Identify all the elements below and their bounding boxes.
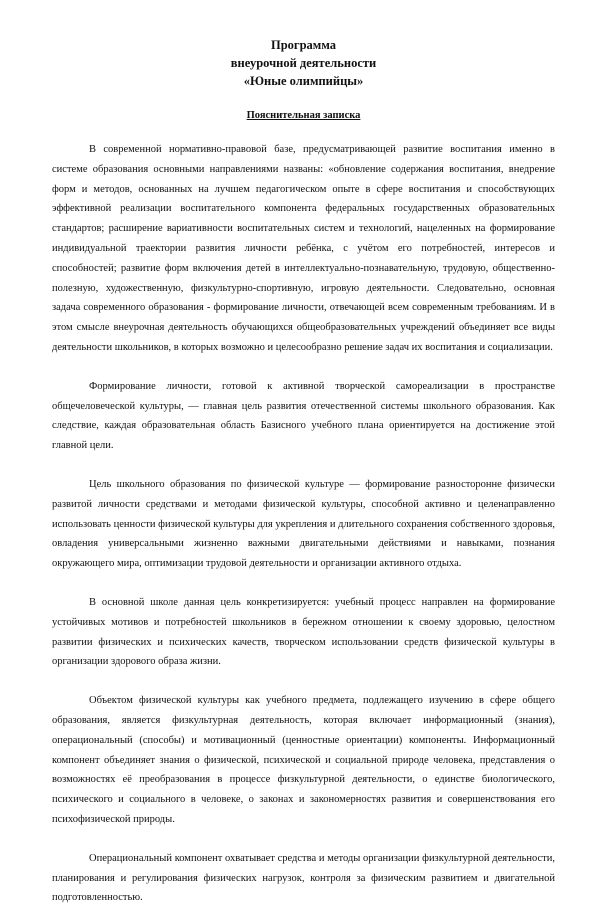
paragraph-5: Объектом физической культуры как учебного предмета, подлежащего изучению в сфере общего образования, является физкультурная деятельность, которая включает информационный (знания), операциональный (способы) и мотивационный (ценностные ориентации) компоненты. Информационный компонент объединяет знания о физической, психической и социальной природе человека, представления о возможностях её преобразования в процессе физкультурной деятельности, о единстве биологического, психического и социального в человеке, о законах и закономерностях развития и совершенствования его психофизической природы. (52, 695, 555, 825)
paragraph-gap (52, 672, 555, 691)
document-body (52, 140, 555, 908)
paragraph-4: В основной школе данная цель конкретизируется: учебный процесс направлен на формирование устойчивых мотивов и потребностей школьников в бережном отношении к своему здоровью, целостном развитии физических и психических качеств, творческом использовании средств физической культуры в организации здорового образа жизни. (52, 596, 555, 668)
title-line-activity: внеурочной деятельности (230, 56, 377, 70)
paragraph-gap (52, 830, 555, 849)
paragraph-1: В современной нормативно-правовой базе, предусматривающей развитие воспитания именно в системе образования основными направлениями названы: «обновление содержания воспитания, внедрение форм и методов, основанных на лучшем педагогическом опыте в сфере воспитания и способствующих эффективной реализации воспитательного компонента федеральных государственных образовательных стандартов; расширение вариативности воспитательных систем и технологий, нацеленных на формирование индивидуальной траектории развития личности ребёнка, с учётом его потребностей, интересов и способностей; развитие форм включения детей в интеллектуально-познавательную, трудовую, общественно-полезную, художественную, физкультурно-спортивную, игровую деятельности. Следовательно, основная задача современного образования - формирование личности, отвечающей всем современным требованиям. И в этом смысле внеурочная деятельность обучающихся общеобразовательных учреждений объединяет все виды деятельности школьников, в которых возможно и целесообразно решение задач их воспитания и социализации. (52, 144, 555, 353)
paragraph-3: Цель школьного образования по физической культуре — формирование разносторонне физически развитой личности средствами и методами физической культуры, способной активно и целенаправленно использовать ценности физической культуры для укрепления и длительного сохранения собственного здоровья, овладения универсальными жизненно важными двигательными действиями и навыками, познания окружающего мира, оптимизации трудовой деятельности и организации активного отдыха. (52, 478, 555, 570)
paragraph-gap (52, 358, 555, 377)
title-line-program: Программа (271, 38, 336, 52)
paragraph-2: Формирование личности, готовой к активной творческой самореализации в пространстве общечеловеческой культуры, — главная цель развития отечественной системы школьного образования. Как следствие, каждая образовательная область Базисного учебного плана ориентируется на достижение этой главной цели. (52, 380, 555, 452)
document-header (52, 36, 555, 90)
title-line-name: «Юные олимпийцы» (243, 74, 364, 88)
paragraph-gap (52, 574, 555, 593)
section-heading: Пояснительная записка (246, 110, 361, 121)
paragraph-6: Операциональный компонент охватывает средства и методы организации физкультурной деятельности, планирования и регулирования физических нагрузок, контроля за физическим развитием и двигательной подготовленностью. (52, 852, 555, 904)
paragraph-gap (52, 456, 555, 475)
